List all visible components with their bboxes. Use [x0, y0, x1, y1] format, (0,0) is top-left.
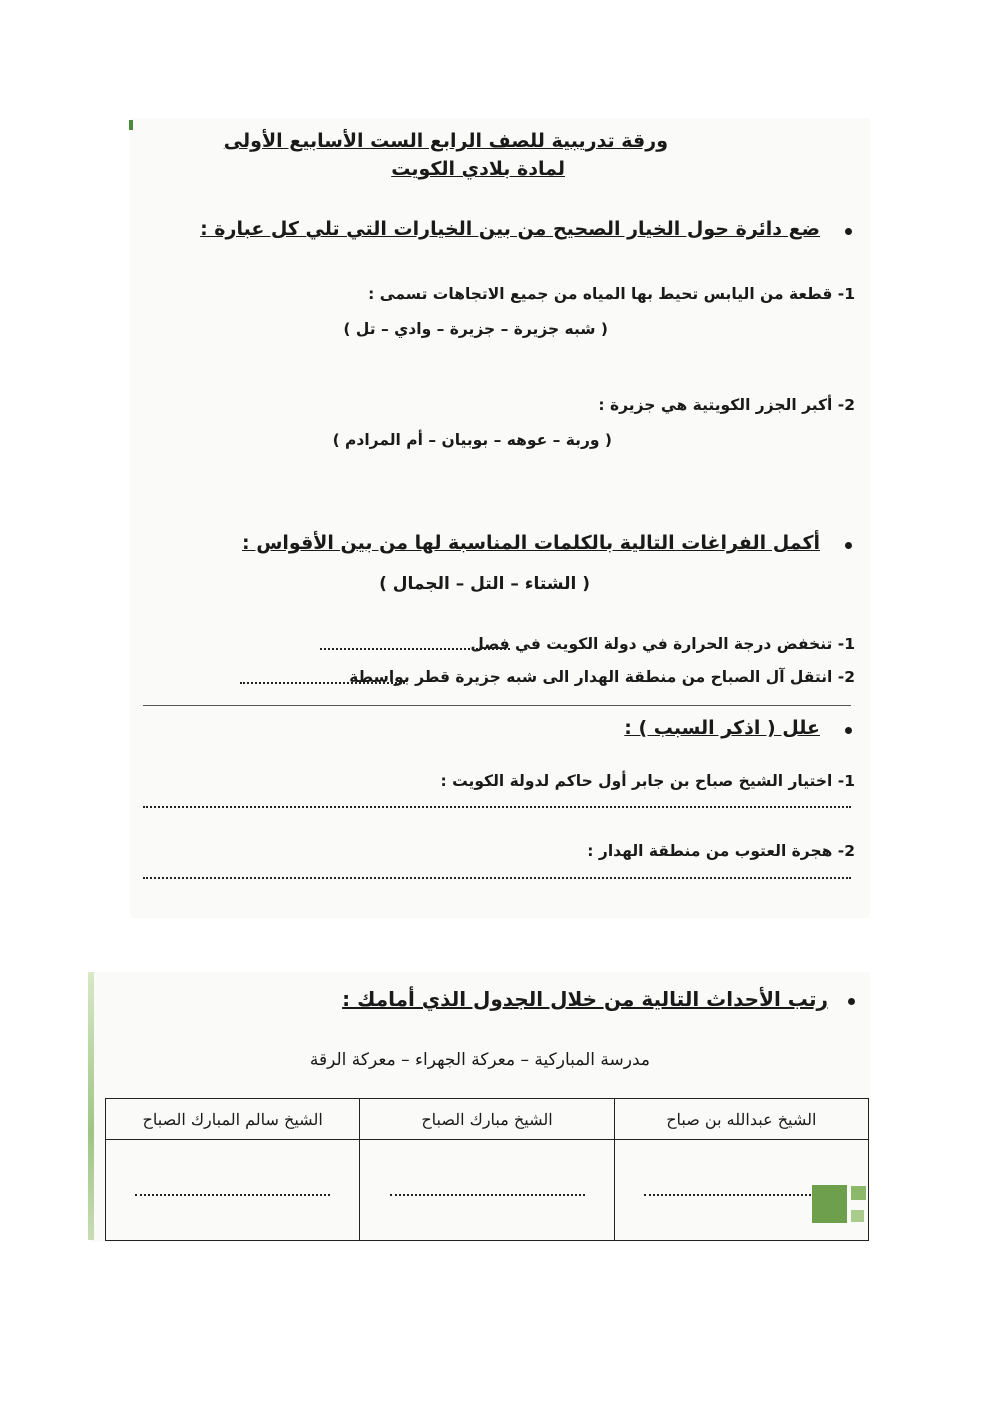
answer-line[interactable]: [143, 877, 851, 879]
table-header-cell: الشيخ مبارك الصباح: [360, 1099, 614, 1140]
section4-heading: رتب الأحداث التالية من خلال الجدول الذي أمامك :: [342, 987, 828, 1011]
worksheet-subject: لمادة بلادي الكويت: [391, 158, 565, 180]
ordering-table: [105, 1098, 869, 1241]
table-header-row: [106, 1099, 869, 1140]
section2-heading: أكمل الفراغات التالية بالكلمات المناسبة لها من بين الأقواس :: [241, 532, 820, 554]
section1-heading: ضع دائرة حول الخيار الصحيح من بين الخيارات التي تلي كل عبارة :: [200, 218, 820, 240]
decorative-square: [851, 1210, 864, 1222]
bullet-icon: [848, 998, 855, 1005]
corner-decoration: [129, 120, 133, 130]
section2-word-bank: ( الشتاء – التل – الجمال ): [379, 574, 590, 594]
answer-blank[interactable]: [240, 682, 405, 684]
section1-choices-2: ( وربة – عوهه – بوبيان – أم المرادم ): [332, 431, 612, 449]
answer-blank[interactable]: [320, 648, 510, 650]
table-header-cell: الشيخ عبدالله بن صباح: [614, 1099, 868, 1140]
section1-question-1: 1- قطعة من اليابس تحيط بها المياه من جميع الاتجاهات تسمى :: [368, 285, 855, 303]
divider-line: [143, 705, 851, 706]
bullet-icon: [845, 727, 852, 734]
section3-heading: علل ( اذكر السبب ) :: [624, 717, 820, 739]
answer-blank: [390, 1194, 585, 1196]
table-header-cell: الشيخ سالم المبارك الصباح: [106, 1099, 360, 1140]
side-bar-decoration: [88, 972, 94, 1240]
section1-choices-1: ( شبه جزيرة – جزيرة – وادي – تل ): [343, 320, 608, 338]
decorative-square: [851, 1186, 866, 1200]
answer-line[interactable]: [143, 806, 851, 808]
bullet-icon: [845, 542, 852, 549]
decorative-square: [812, 1185, 847, 1223]
worksheet-title: ورقة تدريبية للصف الرابع الست الأسابيع الأولى: [223, 130, 668, 152]
answer-blank: [135, 1194, 330, 1196]
section3-question-2: 2- هجرة العتوب من منطقة الهدار :: [587, 842, 855, 860]
section3-question-1: 1- اختيار الشيخ صباح بن جابر أول حاكم لدولة الكويت :: [440, 772, 855, 790]
table-row: [106, 1140, 869, 1241]
section2-question-2: 2- انتقل آل الصباح من منطقة الهدار الى شبه جزيرة قطر بواسطة: [349, 668, 855, 686]
table-answer-cell[interactable]: [106, 1140, 360, 1241]
events-list: مدرسة المباركية – معركة الجهراء – معركة الرقة: [309, 1050, 650, 1070]
bullet-icon: [845, 228, 852, 235]
section1-question-2: 2- أكبر الجزر الكويتية هي جزيرة :: [598, 396, 855, 414]
table-answer-cell[interactable]: [360, 1140, 614, 1241]
section2-question-1: 1- تنخفض درجة الحرارة في دولة الكويت في فصل: [470, 635, 855, 653]
answer-blank: [644, 1194, 839, 1196]
